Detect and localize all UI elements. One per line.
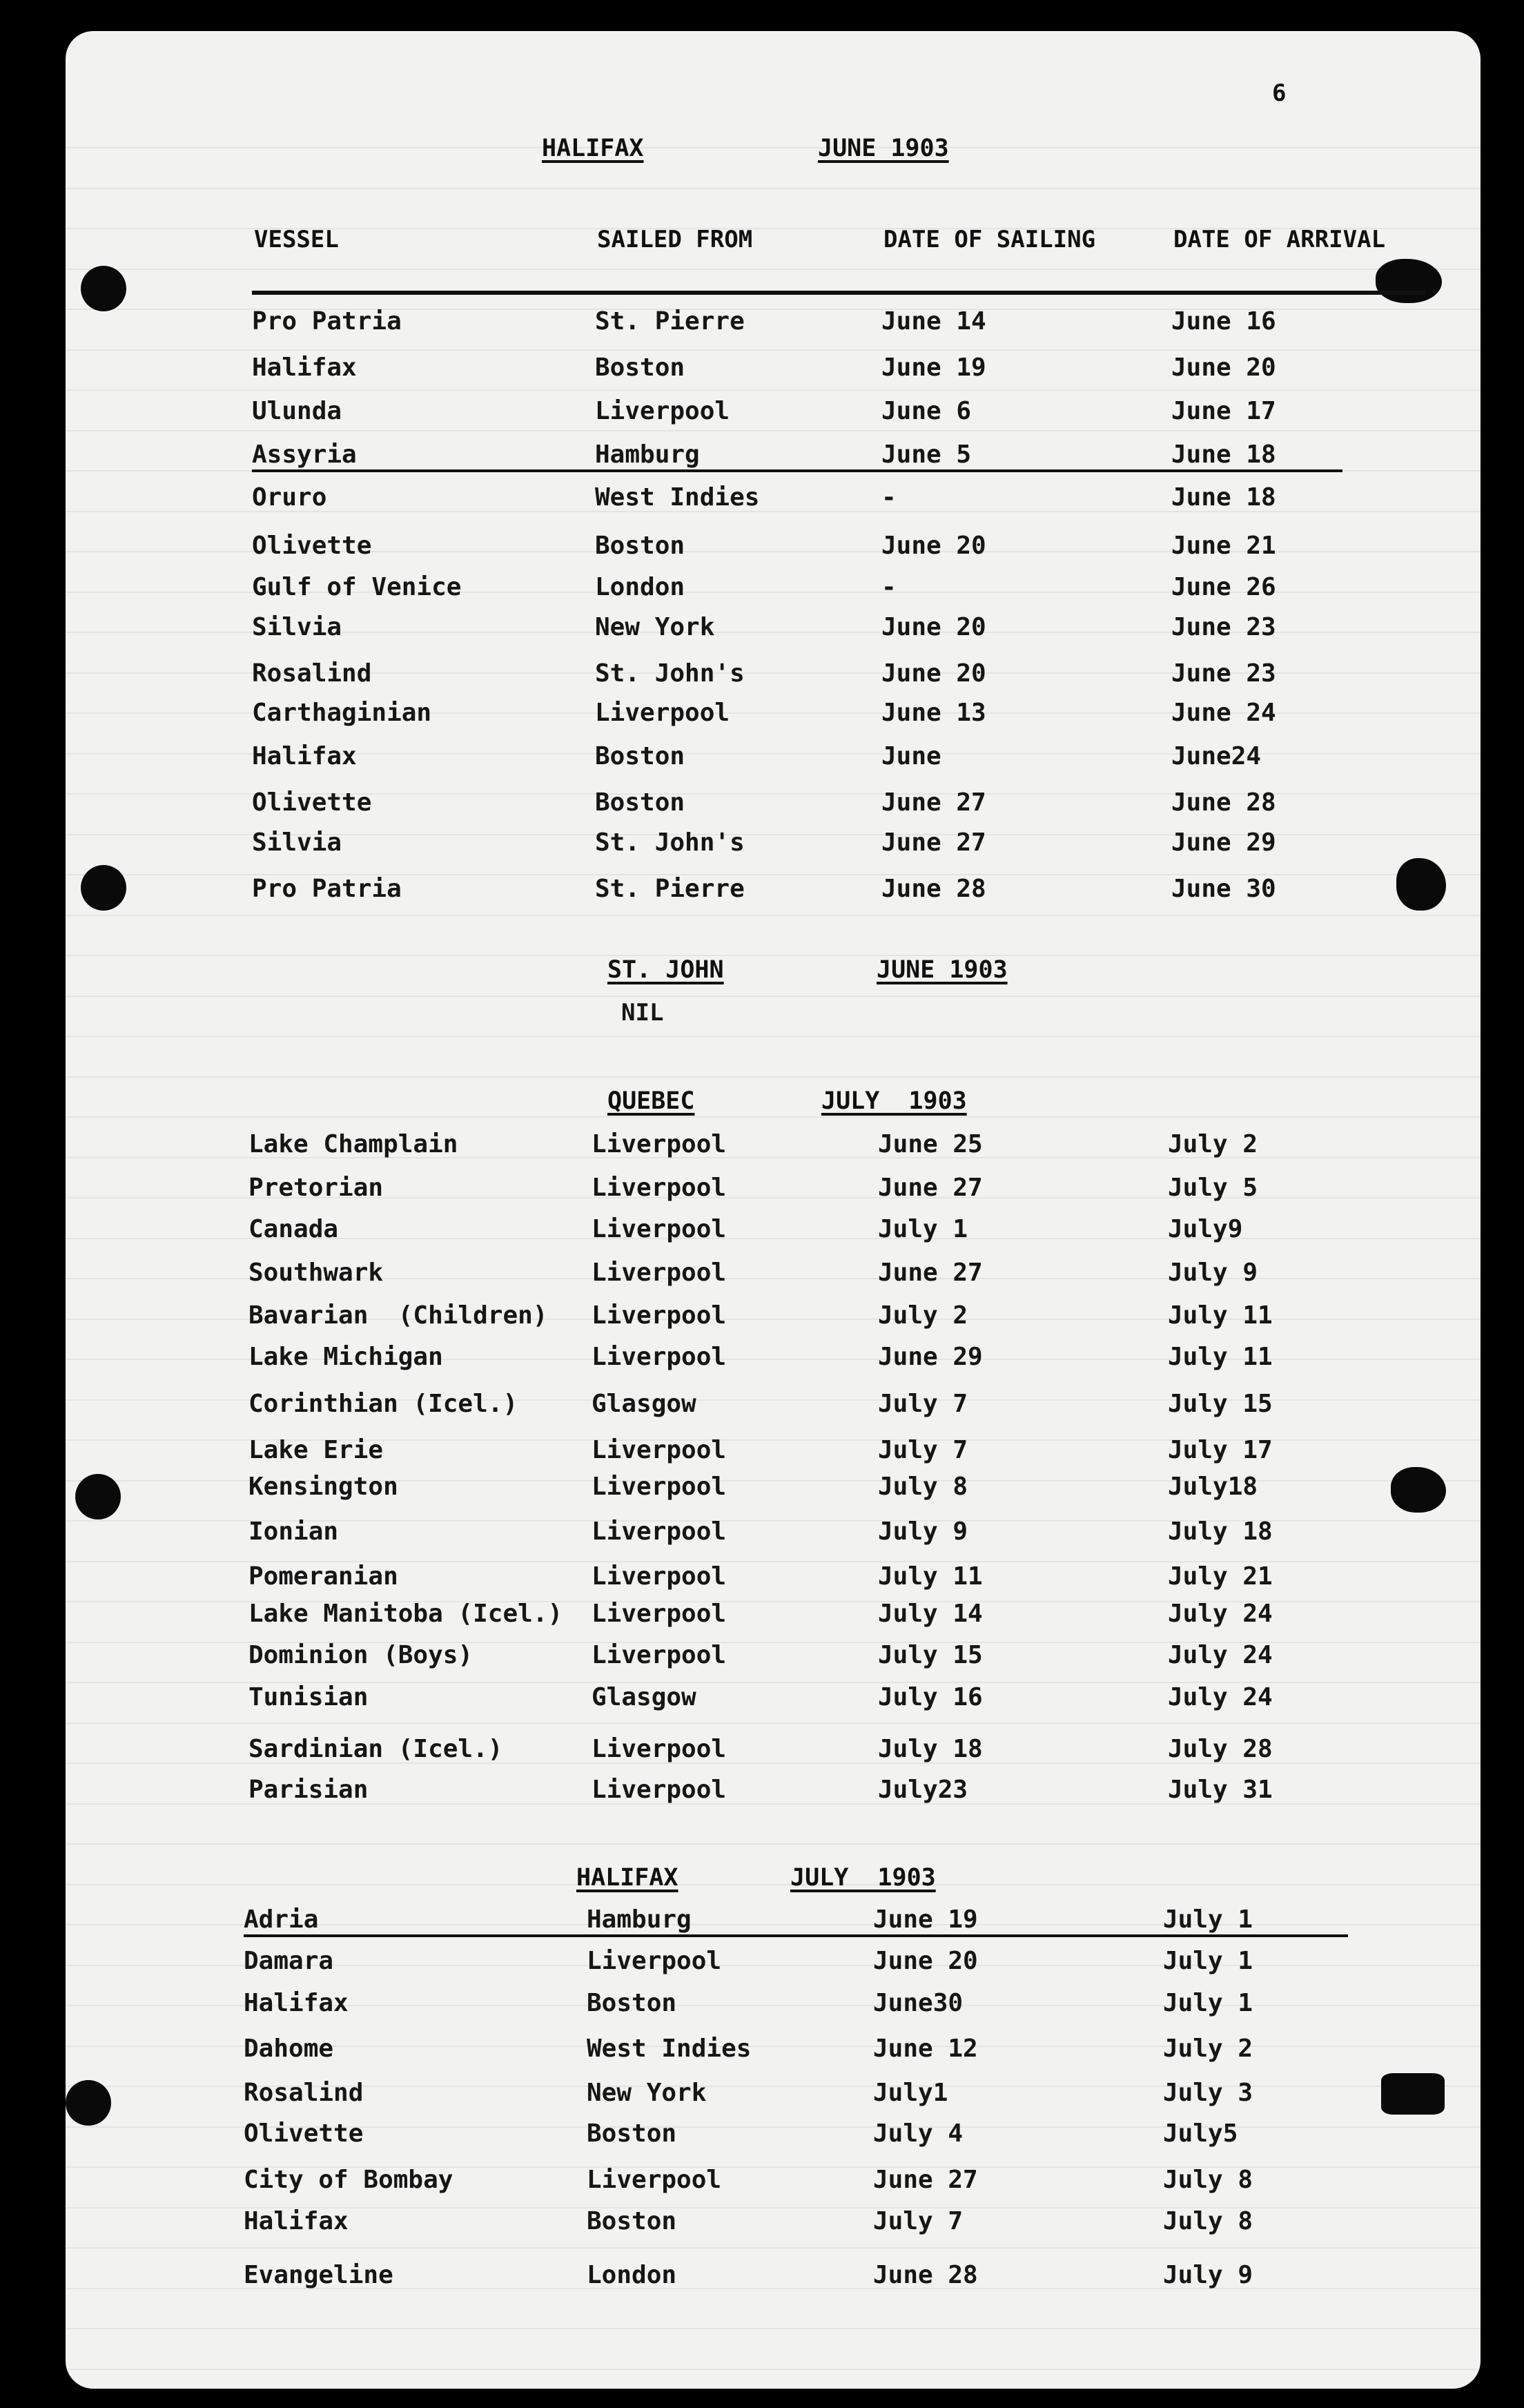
ruled-line [66,2328,1481,2329]
table-row [252,483,1391,511]
cell-vessel: Damara [244,1947,334,1975]
cell-date-of-arrival: July 18 [1168,1517,1273,1546]
section-port: ST. JOHN [607,956,724,984]
section-period: JUNE 1903 [877,956,1008,984]
cell-sailed-from: Boston [587,1989,677,2017]
cell-date-of-arrival: July9 [1168,1215,1243,1243]
section-note: NIL [621,999,664,1027]
cell-sailed-from: London [595,573,685,601]
cell-vessel: Pro Patria [252,307,402,336]
cell-sailed-from: Boston [595,788,685,817]
ruled-line [66,389,1481,391]
table-row [244,1989,1383,2017]
cell-vessel: Gulf of Venice [252,573,462,601]
table-row [248,1517,1387,1545]
table-row [244,1947,1383,1974]
cell-date-of-sailing: - [881,573,897,601]
cell-date-of-arrival: June 28 [1171,788,1276,817]
ruled-line [66,1116,1481,1118]
cell-date-of-arrival: July 1 [1163,1947,1253,1975]
cell-vessel: Adria [244,1905,319,1934]
cell-sailed-from: Liverpool [592,1473,727,1501]
cell-date-of-arrival: July 2 [1163,2035,1253,2063]
table-row [248,1301,1387,1329]
table-row [252,659,1391,687]
cell-vessel: Halifax [252,353,357,382]
section-title [607,1087,967,1115]
cell-date-of-arrival: June 24 [1171,699,1276,727]
cell-date-of-sailing: June 20 [881,613,986,641]
section-period: JUNE 1903 [818,135,949,162]
cell-vessel: Ulunda [252,397,342,425]
cell-date-of-arrival: July 5 [1168,1174,1258,1202]
cell-date-of-arrival: June 30 [1171,875,1276,903]
cell-date-of-sailing: June 6 [881,397,972,425]
cell-sailed-from: Hamburg [595,440,700,469]
cell-date-of-sailing: July 15 [878,1641,983,1669]
ruled-line [66,1036,1481,1037]
cell-vessel: Pomeranian [248,1562,398,1591]
cell-date-of-sailing: June 12 [873,2035,978,2063]
cell-vessel: Olivette [244,2119,364,2148]
cell-date-of-sailing: July 16 [878,1683,983,1711]
document-page [66,31,1481,2389]
cell-vessel: Olivette [252,788,372,817]
cell-date-of-arrival: July 3 [1163,2079,1253,2107]
cell-date-of-arrival: July 24 [1168,1600,1273,1628]
ruled-line [66,269,1481,270]
cell-date-of-sailing: July1 [873,2079,948,2107]
punch-hole [66,2080,111,2126]
cell-date-of-arrival: July 28 [1168,1735,1273,1763]
cell-date-of-arrival: July 8 [1163,2166,1253,2194]
cell-date-of-sailing: June 5 [881,440,972,469]
cell-date-of-sailing: June 28 [873,2261,978,2289]
cell-date-of-sailing: July 18 [878,1735,983,1763]
cell-vessel: Parisian [248,1776,369,1804]
table-row [244,2207,1383,2235]
cell-sailed-from: Boston [595,532,685,560]
cell-sailed-from: Boston [595,353,685,382]
cell-date-of-sailing: June 20 [881,659,986,688]
cell-date-of-sailing: June 19 [873,1905,978,1934]
section-title [607,956,1008,984]
table-row [248,1600,1387,1627]
cell-vessel: Bavarian (Children) [248,1301,548,1330]
cell-sailed-from: Liverpool [592,1517,727,1546]
section-port: HALIFAX [542,135,644,162]
cell-vessel: Oruro [252,483,327,512]
table-row [252,828,1391,856]
cell-date-of-arrival: July5 [1163,2119,1238,2148]
cell-sailed-from: Hamburg [587,1905,692,1934]
section-rule [244,1934,1348,1937]
cell-date-of-sailing: June30 [873,1989,964,2017]
cell-date-of-arrival: June 26 [1171,573,1276,601]
table-row [248,1776,1387,1803]
cell-date-of-sailing: July 4 [873,2119,964,2148]
cell-date-of-arrival: July 17 [1168,1436,1273,1464]
table-row [252,788,1391,816]
cell-sailed-from: Liverpool [592,1641,727,1669]
cell-date-of-sailing: June 20 [873,1947,978,1975]
cell-date-of-arrival: June 16 [1171,307,1276,336]
table-row [252,742,1391,770]
punch-hole [81,266,126,311]
cell-date-of-sailing: July 7 [878,1390,968,1418]
punch-hole [1396,858,1446,911]
column-header-date-of-arrival: DATE OF ARRIVAL [1173,226,1386,253]
ruled-line [66,2369,1481,2370]
column-header-sailed-from: SAILED FROM [597,226,753,253]
section-port: QUEBEC [607,1087,695,1115]
cell-sailed-from: Liverpool [592,1174,727,1202]
cell-vessel: Sardinian (Icel.) [248,1735,503,1763]
cell-vessel: Lake Erie [248,1436,384,1464]
table-row [248,1473,1387,1500]
cell-vessel: Halifax [244,1989,349,2017]
punch-hole [1376,259,1442,303]
cell-date-of-arrival: June 21 [1171,532,1276,560]
cell-sailed-from: Liverpool [592,1600,727,1628]
cell-date-of-sailing: July 9 [878,1517,968,1546]
cell-date-of-arrival: July 11 [1168,1343,1273,1371]
cell-vessel: City of Bombay [244,2166,453,2194]
cell-sailed-from: New York [587,2079,707,2107]
cell-vessel: Assyria [252,440,357,469]
cell-sailed-from: West Indies [595,483,760,512]
cell-vessel: Evangeline [244,2261,393,2289]
section-period: JULY 1903 [821,1087,967,1115]
cell-sailed-from: London [587,2261,677,2289]
punch-hole [75,1474,121,1519]
cell-date-of-sailing: June 19 [881,353,986,382]
cell-vessel: Rosalind [252,659,372,688]
cell-sailed-from: Liverpool [592,1301,727,1330]
cell-date-of-arrival: June 20 [1171,353,1276,382]
cell-date-of-arrival: June 29 [1171,828,1276,857]
cell-sailed-from: Glasgow [592,1390,696,1418]
table-row [244,2079,1383,2106]
cell-sailed-from: Liverpool [592,1215,727,1243]
cell-date-of-arrival: July 11 [1168,1301,1273,1330]
cell-sailed-from: Liverpool [587,1947,722,1975]
cell-date-of-arrival: July 8 [1163,2207,1253,2235]
cell-date-of-sailing: June [881,742,941,770]
cell-vessel: Halifax [252,742,357,770]
cell-vessel: Canada [248,1215,339,1243]
cell-sailed-from: Boston [587,2119,677,2148]
cell-vessel: Pretorian [248,1174,384,1202]
punch-hole [81,865,126,911]
cell-vessel: Lake Champlain [248,1130,458,1158]
cell-date-of-sailing: June 27 [881,828,986,857]
cell-date-of-arrival: July 1 [1163,1989,1253,2017]
cell-vessel: Tunisian [248,1683,369,1711]
table-row [248,1436,1387,1464]
ruled-line [66,1076,1481,1078]
cell-date-of-arrival: July 31 [1168,1776,1273,1804]
table-row [244,2119,1383,2147]
table-row [252,613,1391,641]
cell-sailed-from: Liverpool [587,2166,722,2194]
cell-vessel: Southwark [248,1259,384,1287]
cell-sailed-from: Liverpool [592,1776,727,1804]
punch-hole [1381,2073,1445,2115]
table-row [248,1215,1387,1243]
cell-date-of-arrival: June24 [1171,742,1262,770]
cell-sailed-from: St. John's [595,828,745,857]
cell-sailed-from: Liverpool [595,397,730,425]
cell-date-of-sailing: June 27 [878,1259,983,1287]
cell-date-of-arrival: July 9 [1168,1259,1258,1287]
cell-date-of-sailing: June 27 [878,1174,983,1202]
cell-date-of-arrival: July 2 [1168,1130,1258,1158]
page-number: 6 [1272,79,1287,107]
cell-date-of-sailing: June 13 [881,699,986,727]
cell-date-of-sailing: June 25 [878,1130,983,1158]
cell-date-of-arrival: July 1 [1163,1905,1253,1934]
cell-sailed-from: St. John's [595,659,745,688]
cell-vessel: Rosalind [244,2079,364,2107]
cell-date-of-arrival: June 18 [1171,483,1276,512]
cell-date-of-sailing: July 1 [878,1215,968,1243]
cell-sailed-from: Boston [587,2207,677,2235]
section-rule [252,469,1342,472]
cell-vessel: Ionian [248,1517,339,1546]
cell-sailed-from: Liverpool [592,1130,727,1158]
cell-sailed-from: Liverpool [595,699,730,727]
table-row [248,1174,1387,1201]
cell-date-of-sailing: July23 [878,1776,968,1804]
cell-vessel: Dominion (Boys) [248,1641,473,1669]
cell-date-of-sailing: June 27 [881,788,986,817]
table-row [248,1343,1387,1370]
cell-date-of-arrival: June 23 [1171,659,1276,688]
cell-date-of-sailing: June 27 [873,2166,978,2194]
ruled-line [66,1722,1481,1724]
section-period: JULY 1903 [790,1864,936,1892]
table-row [252,699,1391,726]
column-header-vessel: VESSEL [254,226,339,253]
cell-sailed-from: New York [595,613,715,641]
cell-date-of-arrival: June 17 [1171,397,1276,425]
table-row [252,307,1391,335]
cell-sailed-from: Boston [595,742,685,770]
cell-vessel: Kensington [248,1473,398,1501]
cell-date-of-arrival: June 23 [1171,613,1276,641]
cell-sailed-from: Glasgow [592,1683,696,1711]
cell-sailed-from: St. Pierre [595,307,745,336]
cell-date-of-arrival: June 18 [1171,440,1276,469]
cell-vessel: Silvia [252,613,342,641]
cell-date-of-sailing: July 7 [878,1436,968,1464]
ruled-line [66,188,1481,189]
table-row [252,573,1391,601]
cell-vessel: Dahome [244,2035,334,2063]
cell-date-of-sailing: - [881,483,897,512]
cell-date-of-sailing: July 2 [878,1301,968,1330]
cell-date-of-arrival: July 9 [1163,2261,1253,2289]
section-title [542,135,949,162]
header-rule [252,291,1425,295]
cell-sailed-from: Liverpool [592,1562,727,1591]
table-row [252,440,1391,468]
cell-date-of-sailing: July 14 [878,1600,983,1628]
cell-date-of-sailing: June 28 [881,875,986,903]
table-row [248,1390,1387,1417]
table-row [252,532,1391,559]
cell-vessel: Lake Manitoba (Icel.) [248,1600,563,1628]
cell-vessel: Silvia [252,828,342,857]
ruled-line [66,996,1481,997]
cell-date-of-sailing: July 11 [878,1562,983,1591]
cell-date-of-sailing: July 8 [878,1473,968,1501]
cell-vessel: Olivette [252,532,372,560]
table-row [248,1259,1387,1286]
cell-sailed-from: Liverpool [592,1436,727,1464]
cell-sailed-from: St. Pierre [595,875,745,903]
cell-date-of-arrival: July 24 [1168,1683,1273,1711]
ruled-line [66,2247,1481,2249]
cell-date-of-arrival: July 21 [1168,1562,1273,1591]
punch-hole [1391,1467,1446,1513]
cell-sailed-from: Liverpool [592,1343,727,1371]
table-row [248,1130,1387,1158]
table-row [248,1683,1387,1711]
cell-date-of-arrival: July 24 [1168,1641,1273,1669]
table-row [244,2166,1383,2193]
table-row [252,397,1391,425]
cell-date-of-sailing: June 29 [878,1343,983,1371]
table-row [244,2261,1383,2289]
table-row [248,1735,1387,1763]
cell-date-of-sailing: July 7 [873,2207,964,2235]
cell-vessel: Lake Michigan [248,1343,443,1371]
cell-vessel: Halifax [244,2207,349,2235]
cell-date-of-arrival: July 15 [1168,1390,1273,1418]
ruled-line [66,349,1481,351]
ruled-line [66,1843,1481,1845]
section-port: HALIFAX [576,1864,678,1892]
cell-date-of-arrival: July18 [1168,1473,1258,1501]
table-row [248,1641,1387,1669]
cell-sailed-from: Liverpool [592,1735,727,1763]
cell-date-of-sailing: June 20 [881,532,986,560]
table-row [244,1905,1383,1933]
cell-vessel: Pro Patria [252,875,402,903]
column-header-date-of-sailing: DATE OF SAILING [883,226,1096,253]
cell-sailed-from: Liverpool [592,1259,727,1287]
section-title [576,1864,936,1892]
ruled-line [66,915,1481,916]
cell-sailed-from: West Indies [587,2035,752,2063]
table-row [252,875,1391,902]
cell-vessel: Corinthian (Icel.) [248,1390,518,1418]
table-row [252,353,1391,381]
table-row [244,2035,1383,2062]
cell-date-of-sailing: June 14 [881,307,986,336]
ruled-line [66,430,1481,431]
cell-vessel: Carthaginian [252,699,432,727]
table-row [248,1562,1387,1590]
